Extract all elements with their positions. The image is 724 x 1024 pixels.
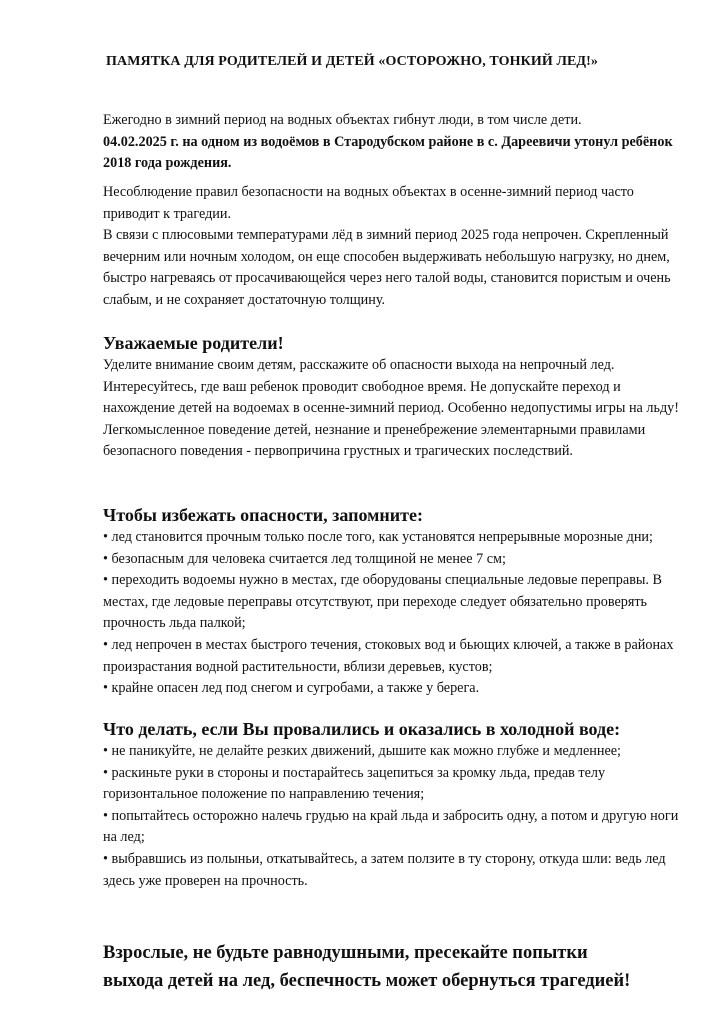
list-item: • лед становится прочным только после того, как установятся непрерывные морозные дни; (103, 529, 653, 545)
remember-section (103, 503, 683, 700)
context-section (103, 182, 683, 312)
list-item: • попытайтесь осторожно налечь грудью на край льда и забросить одну, а потом и другую ноги на лед; (103, 807, 679, 846)
list-item: • раскиньте руки в стороны и постарайтесь зацепиться за кромку льда, предав телу горизонтальное положение по направлению течения; (103, 764, 606, 803)
list-item: • переходить водоемы нужно в местах, где оборудованы специальные ледовые переправы. В местах, где ледовые переправы отсутствуют, при переходе следует обязательно проверять прочность льда палкой; (103, 572, 662, 632)
parents-paragraph-2: Легкомысленное поведение детей, незнание и пренебрежение элементарными правилами безопасного поведения - первопричина грустных и трагических последствий. (103, 421, 646, 460)
list-item: • крайне опасен лед под снегом и сугробами, а также у берега. (103, 680, 480, 697)
parents-heading: Уважаемые родители! (103, 333, 284, 353)
remember-heading: Чтобы избежать опасности, запомните: (103, 505, 423, 525)
list-item: • лед непрочен в местах быстрого течения, стоковых вод и бьющих ключей, а также в районах произрастания водной растительности, вблизи деревьев, кустов; (103, 636, 674, 675)
context-paragraph-2: В связи с плюсовыми температурами лёд в зимний период 2025 года непрочен. Скрепленный вечерним или ночным холодом, он еще способен выдерживать небольшую нагрузку, но днем, быстро нагреваясь от просачивающейся через него талой воды, становится пористым и очень слабым, и не сохраняет достаточную толщину. (103, 227, 671, 308)
fallen-heading: Что делать, если Вы провалились и оказались в холодной воде: (103, 719, 621, 739)
page-title: ПАМЯТКА ДЛЯ РОДИТЕЛЕЙ И ДЕТЕЙ «ОСТОРОЖНО, ТОНКИЙ ЛЕД!» (106, 54, 599, 69)
closing-appeal (103, 939, 703, 995)
context-paragraph-1: Несоблюдение правил безопасности на водных объектах в осенне-зимний период часто приводит к трагедии. (103, 184, 634, 222)
list-item: • безопасным для человека считается лед толщиной не менее 7 см; (103, 550, 506, 567)
intro-paragraph: Ежегодно в зимний период на водных объектах гибнут люди, в том числе дети. (103, 112, 582, 128)
closing-line-1: Взрослые, не будьте равнодушными, пресекайте попытки (103, 943, 588, 963)
parents-paragraph-1: Уделите внимание своим детям, расскажите об опасности выхода на непрочный лед. Интересуйтесь, где ваш ребенок проводит свободное время. Не допускайте переход и нахождение детей на водоемах в осенне-зимний период. Особенно недопустимы игры на льду! (103, 357, 679, 417)
intro-section (103, 110, 683, 175)
closing-line-2: выхода детей на лед, беспечность может обернуться трагедией! (103, 971, 631, 991)
parents-section (103, 331, 683, 463)
list-item: • не паникуйте, не делайте резких движений, дышите как можно глубже и медленнее; (103, 743, 621, 759)
incident-paragraph: 04.02.2025 г. на одном из водоёмов в Стародубском районе в с. Дареевичи утонул ребёнок 2018 года рождения. (103, 133, 673, 172)
fallen-section (103, 717, 683, 892)
list-item: • выбравшись из полыньи, откатывайтесь, а затем ползите в ту сторону, откуда шли: ведь лед здесь уже проверен на прочность. (103, 850, 666, 889)
